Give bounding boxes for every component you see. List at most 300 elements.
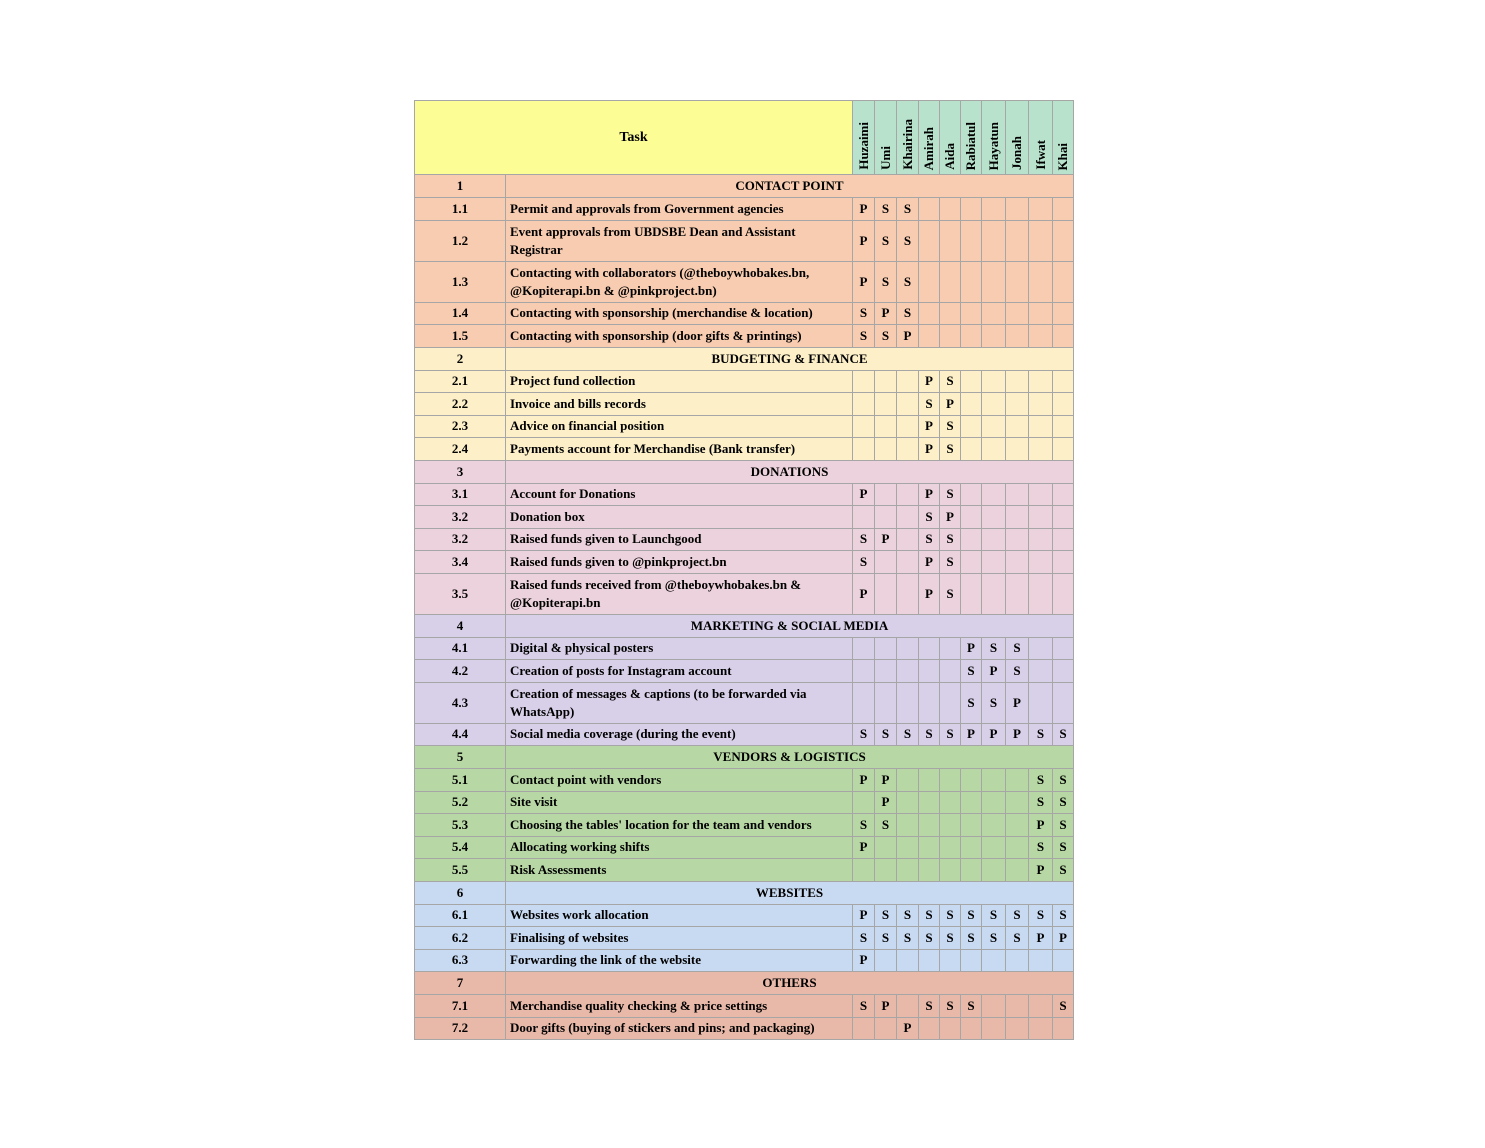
role-cell (1006, 261, 1029, 302)
role-cell (982, 1017, 1006, 1040)
role-cell (1029, 198, 1053, 221)
task-number: 2.1 (415, 370, 506, 393)
section-title: OTHERS (506, 972, 1074, 995)
task-description: Advice on financial position (506, 415, 853, 438)
role-cell (961, 483, 982, 506)
role-cell (1029, 220, 1053, 261)
role-cell (1053, 220, 1074, 261)
task-row (415, 573, 1074, 614)
role-cell: S (940, 904, 961, 927)
role-cell (1006, 573, 1029, 614)
role-cell: S (940, 723, 961, 746)
role-cell (1029, 528, 1053, 551)
role-cell: P (875, 769, 897, 792)
role-cell (875, 393, 897, 416)
person-name: Huzaimi (855, 122, 871, 170)
task-description: Creation of posts for Instagram account (506, 660, 853, 683)
person-name: Umi (877, 146, 893, 170)
role-cell (1053, 483, 1074, 506)
role-cell (1053, 637, 1074, 660)
role-cell (982, 995, 1006, 1018)
role-cell (1029, 573, 1053, 614)
task-number: 1.4 (415, 302, 506, 325)
role-cell (1053, 506, 1074, 529)
role-cell: P (875, 995, 897, 1018)
role-cell (940, 220, 961, 261)
person-name: Amirah (921, 126, 936, 170)
role-cell: S (897, 198, 919, 221)
task-number: 5.3 (415, 814, 506, 837)
task-description: Choosing the tables' location for the team and vendors (506, 814, 853, 837)
role-cell (897, 415, 919, 438)
task-number: 4.3 (415, 682, 506, 723)
task-number: 7.1 (415, 995, 506, 1018)
role-cell (982, 198, 1006, 221)
task-number: 1.3 (415, 261, 506, 302)
role-cell: P (875, 302, 897, 325)
task-row (415, 415, 1074, 438)
role-cell (1006, 528, 1029, 551)
role-cell (919, 261, 940, 302)
person-name: Ifwat (1032, 140, 1048, 170)
role-cell (853, 660, 875, 683)
task-description: Digital & physical posters (506, 637, 853, 660)
role-cell: P (940, 393, 961, 416)
role-cell: S (875, 814, 897, 837)
role-cell (1029, 261, 1053, 302)
role-cell (853, 415, 875, 438)
role-cell (1029, 551, 1053, 574)
task-row (415, 814, 1074, 837)
role-cell: P (853, 198, 875, 221)
role-cell (1053, 370, 1074, 393)
role-cell (897, 859, 919, 882)
task-description: Door gifts (buying of stickers and pins; and packaging) (506, 1017, 853, 1040)
role-cell (919, 637, 940, 660)
section-row (415, 614, 1074, 637)
role-cell: P (853, 573, 875, 614)
role-cell: S (853, 927, 875, 950)
role-cell (961, 506, 982, 529)
task-row (415, 1017, 1074, 1040)
role-cell: S (961, 904, 982, 927)
task-description: Allocating working shifts (506, 836, 853, 859)
role-cell: S (1053, 769, 1074, 792)
section-number: 3 (415, 460, 506, 483)
role-cell (897, 370, 919, 393)
task-row (415, 995, 1074, 1018)
role-cell: P (1029, 927, 1053, 950)
role-cell: P (853, 836, 875, 859)
role-cell (940, 302, 961, 325)
role-cell (1053, 198, 1074, 221)
task-row (415, 637, 1074, 660)
role-cell (940, 198, 961, 221)
role-cell: S (1029, 791, 1053, 814)
person-column-header (1029, 101, 1053, 175)
role-cell (982, 220, 1006, 261)
section-row (415, 881, 1074, 904)
role-cell (897, 660, 919, 683)
section-title: CONTACT POINT (506, 175, 1074, 198)
role-cell (1006, 370, 1029, 393)
task-description: Merchandise quality checking & price settings (506, 995, 853, 1018)
person-name: Khai (1055, 142, 1070, 170)
task-number: 7.2 (415, 1017, 506, 1040)
role-cell (853, 682, 875, 723)
task-number: 4.2 (415, 660, 506, 683)
role-cell: S (982, 637, 1006, 660)
role-cell (1053, 573, 1074, 614)
role-cell (961, 814, 982, 837)
role-cell (919, 769, 940, 792)
role-cell (853, 370, 875, 393)
role-cell: S (940, 528, 961, 551)
role-cell (853, 1017, 875, 1040)
section-row (415, 347, 1074, 370)
person-column-header (875, 101, 897, 175)
role-cell (1006, 949, 1029, 972)
task-row (415, 483, 1074, 506)
role-cell: S (875, 198, 897, 221)
role-cell (1029, 949, 1053, 972)
role-cell (1006, 302, 1029, 325)
role-cell (853, 791, 875, 814)
role-cell (1006, 198, 1029, 221)
role-cell (875, 573, 897, 614)
role-cell: S (961, 660, 982, 683)
role-cell (1006, 814, 1029, 837)
role-cell (919, 682, 940, 723)
role-cell: S (1029, 723, 1053, 746)
role-cell: P (875, 528, 897, 551)
role-cell (897, 438, 919, 461)
role-cell (961, 438, 982, 461)
role-cell (1006, 393, 1029, 416)
task-allocation-table (414, 100, 1074, 1040)
role-cell: S (897, 220, 919, 261)
role-cell: P (1006, 682, 1029, 723)
task-description: Creation of messages & captions (to be forwarded via WhatsApp) (506, 682, 853, 723)
task-row (415, 302, 1074, 325)
role-cell (982, 370, 1006, 393)
role-cell (875, 370, 897, 393)
role-cell (1029, 637, 1053, 660)
role-cell (982, 302, 1006, 325)
task-row (415, 528, 1074, 551)
role-cell (1006, 791, 1029, 814)
role-cell (1006, 325, 1029, 348)
role-cell: S (919, 723, 940, 746)
header-row (415, 101, 1074, 175)
section-number: 6 (415, 881, 506, 904)
person-name: Khairina (899, 119, 915, 170)
task-row (415, 769, 1074, 792)
role-cell (1053, 393, 1074, 416)
role-cell (982, 415, 1006, 438)
task-number: 2.3 (415, 415, 506, 438)
role-cell: S (919, 393, 940, 416)
role-cell: P (853, 769, 875, 792)
role-cell (961, 370, 982, 393)
task-row (415, 325, 1074, 348)
role-cell: S (853, 814, 875, 837)
task-row (415, 660, 1074, 683)
task-description: Contacting with sponsorship (merchandise & location) (506, 302, 853, 325)
person-name: Rabiatul (963, 121, 978, 170)
role-cell: S (875, 723, 897, 746)
role-cell (1053, 415, 1074, 438)
role-cell (897, 528, 919, 551)
task-number: 6.3 (415, 949, 506, 972)
task-number: 2.2 (415, 393, 506, 416)
person-column-header (1053, 101, 1074, 175)
role-cell (875, 682, 897, 723)
role-cell (1053, 261, 1074, 302)
role-cell (940, 637, 961, 660)
task-row (415, 927, 1074, 950)
section-title: DONATIONS (506, 460, 1074, 483)
role-cell: S (919, 506, 940, 529)
person-name: Aida (942, 143, 957, 170)
role-cell (1006, 483, 1029, 506)
task-row (415, 791, 1074, 814)
role-cell (961, 573, 982, 614)
role-cell (940, 682, 961, 723)
task-description: Permit and approvals from Government agencies (506, 198, 853, 221)
section-number: 7 (415, 972, 506, 995)
role-cell: S (1006, 637, 1029, 660)
task-row (415, 904, 1074, 927)
task-number: 5.4 (415, 836, 506, 859)
role-cell (897, 637, 919, 660)
role-cell: P (919, 551, 940, 574)
role-cell: P (853, 220, 875, 261)
role-cell: S (1053, 904, 1074, 927)
role-cell: P (1029, 859, 1053, 882)
role-cell: P (961, 637, 982, 660)
task-row (415, 393, 1074, 416)
role-cell (919, 859, 940, 882)
role-cell: P (919, 483, 940, 506)
task-number: 3.2 (415, 528, 506, 551)
role-cell: S (853, 302, 875, 325)
task-description: Raised funds received from @theboywhobakes.bn & @Kopiterapi.bn (506, 573, 853, 614)
role-cell: P (853, 949, 875, 972)
role-cell (1006, 415, 1029, 438)
role-cell (897, 682, 919, 723)
role-cell (982, 836, 1006, 859)
task-row (415, 198, 1074, 221)
task-column-header: Task (415, 101, 853, 175)
role-cell (1029, 438, 1053, 461)
role-cell (875, 438, 897, 461)
role-cell: S (897, 904, 919, 927)
section-row (415, 972, 1074, 995)
role-cell (875, 836, 897, 859)
role-cell: S (853, 528, 875, 551)
task-number: 3.2 (415, 506, 506, 529)
role-cell (940, 814, 961, 837)
role-cell: S (919, 904, 940, 927)
role-cell (897, 573, 919, 614)
role-cell: P (982, 660, 1006, 683)
role-cell (961, 198, 982, 221)
role-cell (961, 791, 982, 814)
role-cell: P (1029, 814, 1053, 837)
person-column-header (982, 101, 1006, 175)
role-cell (961, 325, 982, 348)
role-cell (940, 949, 961, 972)
role-cell (875, 949, 897, 972)
role-cell (919, 660, 940, 683)
role-cell (961, 1017, 982, 1040)
task-description: Payments account for Merchandise (Bank transfer) (506, 438, 853, 461)
role-cell: S (919, 927, 940, 950)
role-cell: P (940, 506, 961, 529)
role-cell (919, 836, 940, 859)
task-number: 5.1 (415, 769, 506, 792)
role-cell: P (1053, 927, 1074, 950)
role-cell: P (875, 791, 897, 814)
role-cell (1029, 302, 1053, 325)
role-cell: P (897, 325, 919, 348)
role-cell: S (1029, 836, 1053, 859)
role-cell (875, 551, 897, 574)
task-number: 3.4 (415, 551, 506, 574)
role-cell (853, 393, 875, 416)
role-cell (961, 769, 982, 792)
role-cell (853, 637, 875, 660)
role-cell: S (875, 325, 897, 348)
role-cell (940, 769, 961, 792)
role-cell (875, 415, 897, 438)
role-cell: S (875, 220, 897, 261)
role-cell (897, 814, 919, 837)
role-cell (940, 1017, 961, 1040)
role-cell: S (940, 483, 961, 506)
role-cell: S (1006, 660, 1029, 683)
role-cell: S (897, 723, 919, 746)
task-number: 1.5 (415, 325, 506, 348)
task-number: 5.5 (415, 859, 506, 882)
task-description: Finalising of websites (506, 927, 853, 950)
task-description: Raised funds given to @pinkproject.bn (506, 551, 853, 574)
role-cell: S (919, 528, 940, 551)
role-cell: S (1006, 904, 1029, 927)
task-number: 3.1 (415, 483, 506, 506)
role-cell: P (853, 904, 875, 927)
section-title: VENDORS & LOGISTICS (506, 746, 1074, 769)
role-cell (875, 1017, 897, 1040)
role-cell: P (961, 723, 982, 746)
role-cell: S (897, 927, 919, 950)
role-cell (1006, 769, 1029, 792)
role-cell (897, 949, 919, 972)
role-cell (961, 261, 982, 302)
role-cell: S (940, 927, 961, 950)
role-cell: P (919, 573, 940, 614)
role-cell: P (919, 415, 940, 438)
role-cell (982, 551, 1006, 574)
role-cell: S (897, 261, 919, 302)
person-name: Jonah (1009, 136, 1024, 170)
task-row (415, 370, 1074, 393)
task-row (415, 836, 1074, 859)
person-name: Hayatun (985, 121, 1001, 170)
role-cell: S (853, 723, 875, 746)
role-cell (875, 859, 897, 882)
role-cell: S (982, 682, 1006, 723)
role-cell: S (940, 551, 961, 574)
section-title: MARKETING & SOCIAL MEDIA (506, 614, 1074, 637)
role-cell (1029, 995, 1053, 1018)
role-cell: S (853, 995, 875, 1018)
role-cell (961, 836, 982, 859)
role-cell (897, 551, 919, 574)
role-cell (982, 325, 1006, 348)
role-cell (982, 859, 1006, 882)
role-cell (1053, 438, 1074, 461)
role-cell (940, 660, 961, 683)
role-cell (853, 438, 875, 461)
role-cell (897, 769, 919, 792)
task-number: 6.1 (415, 904, 506, 927)
role-cell: P (982, 723, 1006, 746)
role-cell (982, 438, 1006, 461)
task-row (415, 506, 1074, 529)
task-description: Project fund collection (506, 370, 853, 393)
role-cell: S (940, 415, 961, 438)
role-cell: S (875, 904, 897, 927)
role-cell (1006, 1017, 1029, 1040)
role-cell (1053, 528, 1074, 551)
role-cell (982, 573, 1006, 614)
role-cell (982, 261, 1006, 302)
role-cell: S (940, 438, 961, 461)
role-cell: S (897, 302, 919, 325)
role-cell (940, 836, 961, 859)
task-description: Account for Donations (506, 483, 853, 506)
role-cell: S (875, 927, 897, 950)
role-cell (897, 393, 919, 416)
role-cell (982, 528, 1006, 551)
person-column-header (897, 101, 919, 175)
role-cell (897, 506, 919, 529)
role-cell (1006, 506, 1029, 529)
role-cell: P (897, 1017, 919, 1040)
task-row (415, 220, 1074, 261)
task-number: 6.2 (415, 927, 506, 950)
role-cell: S (940, 573, 961, 614)
role-cell (1029, 660, 1053, 683)
task-number: 1.1 (415, 198, 506, 221)
role-cell (1006, 220, 1029, 261)
role-cell (1029, 370, 1053, 393)
role-cell: S (853, 325, 875, 348)
role-cell (897, 995, 919, 1018)
role-cell (982, 506, 1006, 529)
task-row (415, 551, 1074, 574)
role-cell: S (1006, 927, 1029, 950)
role-cell (1053, 660, 1074, 683)
section-number: 5 (415, 746, 506, 769)
role-cell (1029, 415, 1053, 438)
role-cell: S (982, 927, 1006, 950)
role-cell (982, 483, 1006, 506)
role-cell (853, 859, 875, 882)
role-cell: P (919, 370, 940, 393)
